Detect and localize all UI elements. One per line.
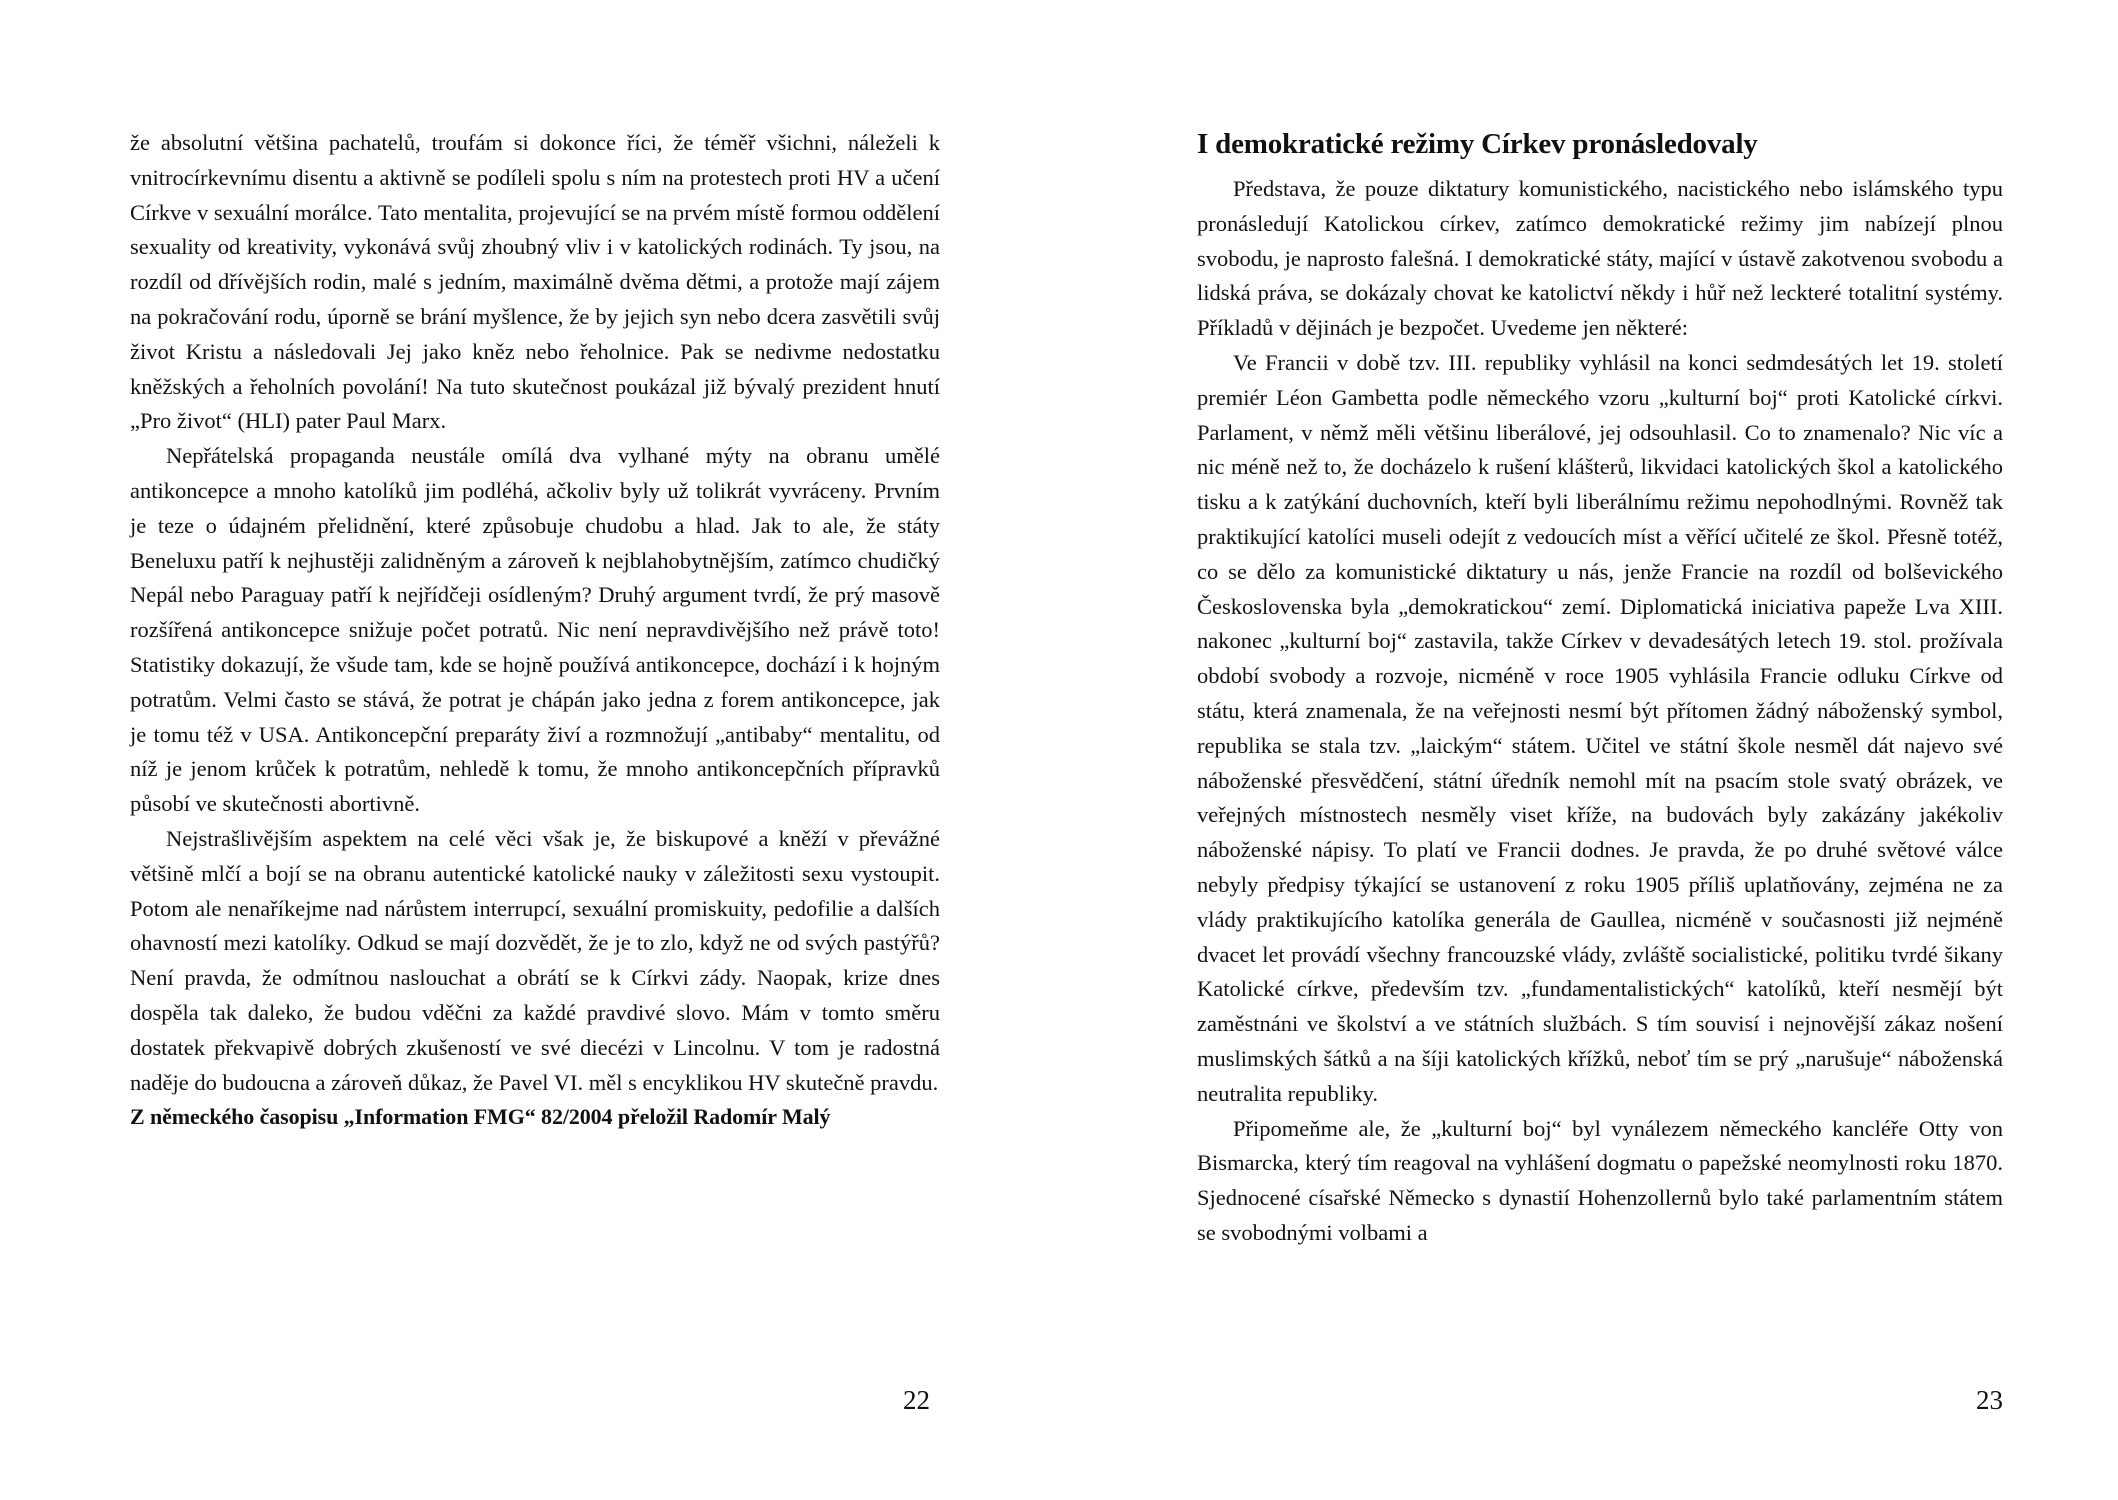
left-page-text: [130, 126, 940, 1135]
paragraph: Nejstrašlivějším aspektem na celé věci však je, že biskupové a kněží v převážné většině mlčí a bojí se na obranu autentické katolické nauky v záležitosti sexu vystoupit. Potom ale nenaříkejme nad nárůstem interrupcí, sexuální promiskuity, pedofilie a dalších ohavností mezi katolíky. Odkud se mají dozvědět, že je to zlo, když ne od svých pastýřů? Není pravda, že odmítnou naslouchat a obrátí se k Církvi zády. Naopak, krize dnes dospěla tak daleko, že budou vděčni za každé pravdivé slovo. Mám v tomto směru dostatek překvapivě dobrých zkušeností ve své diecézi v Lincolnu. V tom je radostná naděje do budoucna a zároveň důkaz, že Pavel VI. měl s encyklikou HV skutečně pravdu.: [130, 825, 940, 1095]
page-number: 22: [903, 1385, 930, 1415]
article-title: I demokratické režimy Církev pronásledovaly: [1197, 128, 1758, 160]
paragraph: Nepřátelská propaganda neustále omílá dva vylhané mýty na obranu umělé antikoncepce a mnoho katolíků jim podléhá, ačkoliv byly už tolikrát vyvráceny. Prvním je teze o údajném přelidnění, které způsobuje chudobu a hlad. Jak to ale, že státy Beneluxu patří k nejhustěji zalidněným a zároveň k nejblahobytnějším, zatímco chudičký Nepál nebo Paraguay patří k nejřídčeji osídleným? Druhý argument tvrdí, že prý masově rozšířená antikoncepce snižuje počet potratů. Nic není nepravdivějšího než právě toto! Statistiky dokazují, že všude tam, kde se hojně používá antikoncepce, dochází i k hojným potratům. Velmi často se stává, že potrat je chápán jako jedna z forem antikoncepce, jak je tomu též v USA. Antikoncepční preparáty živí a rozmnožují „antibaby“ mentalitu, od níž je jenom krůček k potratům, nehledě k tomu, že mnoho antikoncepčních přípravků působí ve skutečnosti abortivně.: [130, 443, 940, 817]
right-page: [1059, 0, 2118, 1500]
paragraph: že absolutní většina pachatelů, troufám si dokonce říci, že téměř všichni, náleželi k vnitrocírkevnímu disentu a aktivně se podíleli spolu s ním na protestech proti HV a učení Církve v sexuální morálce. Tato mentalita, projevující se na prvém místě formou oddělení sexuality od kreativity, vykonává svůj zhoubný vliv i v katolických rodinách. Ty jsou, na rozdíl od dřívějších rodin, malé s jedním, maximálně dvěma dětmi, a protože mají zájem na pokračování rodu, úporně se brání myšlence, že by jejich syn nebo dcera zasvětili svůj život Kristu a následovali Jej jako kněz nebo řeholnice. Pak se nedivme nedostatku kněžských a řeholních povolání! Na tuto skutečnost poukázal již bývalý prezident hnutí „Pro život“ (HLI) pater Paul Marx.: [130, 130, 940, 434]
page-number: 23: [1976, 1385, 2003, 1415]
paragraph: Ve Francii v době tzv. III. republiky vyhlásil na konci sedmdesátých let 19. století premiér Léon Gambetta podle německého vzoru „kulturní boj“ proti Katolické církvi. Parlament, v němž měli většinu liberálové, jej odsouhlasil. Co to znamenalo? Nic víc a nic méně než to, že docházelo k rušení klášterů, likvidaci katolických škol a katolického tisku a k zatýkání duchovních, kteří byli liberálnímu režimu nepohodlnými. Rovněž tak praktikující katolíci museli odejít z vedoucích míst a věřící učitelé ze škol. Přesně totéž, co se dělo za komunistické diktatury u nás, jenže Francie na rozdíl od bolševického Československa byla „demokratickou“ zemí. Diplomatická iniciativa papeže Lva XIII. nakonec „kulturní boj“ zastavila, takže Církev v devadesátých letech 19. stol. prožívala období svobody a rozvoje, nicméně v roce 1905 vyhlásila Francie odluku Církve od státu, která znamenala, že na veřejnosti nesmí být přítomen žádný náboženský symbol, republika se stala tzv. „laickým“ státem. Učitel ve státní škole nesměl dát najevo své náboženské přesvědčení, státní úředník nemohl mít na psacím stole svatý obrázek, ve veřejných místnostech nesměly viset kříže, na budovách byly zakázány jakékoliv náboženské nápisy. To platí ve Francii dodnes. Je pravda, že po druhé světové válce nebyly předpisy týkající se ustanovení z roku 1905 příliš uplatňovány, zejména ne za vlády praktikujícího katolíka generála de Gaullea, nicméně v současnosti již nejméně dvacet let provádí všechny francouzské vlády, zvláště socialistické, politiku tvrdé šikany Katolické církve, především tzv. „fundamentalistických“ katolíků, kteří nesmějí být zaměstnáni ve školství a ve státních službách. S tím souvisí i nejnovější zákaz nošení muslimských šátků a na šíji katolických křížků, neboť tím se prý „narušuje“ náboženská neutralita republiky.: [1197, 349, 2003, 1106]
paragraph: Představa, že pouze diktatury komunistického, nacistického nebo islámského typu pronásledují Katolickou církev, zatímco demokratické režimy jim nabízejí plnou svobodu, je naprosto falešná. I demokratické státy, mající v ústavě zakotvenou svobodu a lidská práva, se dokázaly chovat ke katolictví někdy i hůř než leckteré totalitní systémy. Příkladů v dějinách je bezpočet. Uvedeme jen některé:: [1197, 176, 2003, 341]
right-page-text: [1197, 172, 2003, 1251]
source-attribution: Z německého časopisu „Information FMG“ 82/2004 přeložil Radomír Malý: [130, 1104, 831, 1130]
paragraph: Připomeňme ale, že „kulturní boj“ byl vynálezem německého kancléře Otty von Bismarcka, který tím reagoval na vyhlášení dogmatu o papežské neomylnosti roku 1870. Sjednocené císařské Německo s dynastií Hohenzollernů bylo také parlamentním státem se svobodnými volbami a: [1197, 1115, 2003, 1245]
